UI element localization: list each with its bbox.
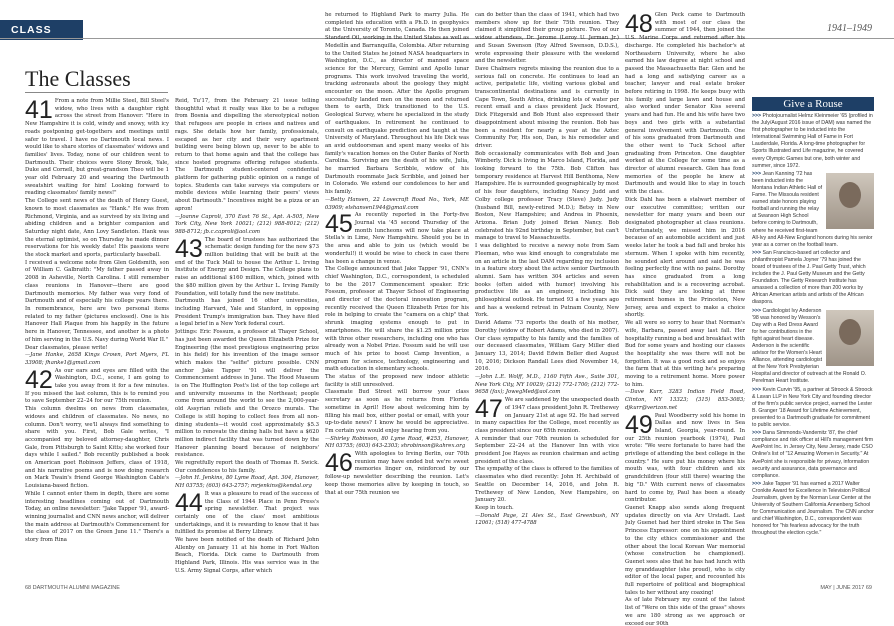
entry-paragraph (475, 374, 619, 397)
entry-text: he returned to Highland Park to marry Julia. He completed his education with a Ph.D. in geophysics at the University of Toronto, Canada. He then joined Standard Oil, working in the United States as well as Medellín and Barranquilla, Colombia. After returning to the United States he joined NASA headquarters in Washington, D.C., as director of manned space science for the Mercury, Gemini and Apollo lunar programs. This work involved traveling the world, tracking astronauts about the geology they might encounter on the moon. After the Apollo program successfully landed men on the moon and returned them to earth, Dick transitioned to the U.S. Geological Survey, where he specialized in the study of earthquakes. In retirement he continued to consult on earthquake prediction and taught at the University of Maryland. Throughout his life Dick was an avid outdoorsman and spent many weeks of his family's vacation homes on the Outer Banks of North Carolina. Surviving are the death of his wife, Julia, he married Barbara Scribble, widow of his Dartmouth roommate Jack Scribble, and joined her in Colorado. We extend our condolences to her and his family. (325, 12, 469, 196)
entry-paragraph (625, 197, 745, 320)
arrow-icon: >>> (752, 480, 763, 487)
class-years: 1941–1949 (827, 23, 872, 34)
give-a-rouse-sidebar (752, 97, 874, 587)
entry-paragraph (625, 597, 745, 626)
entry-text: I was delighted to receive a newsy note from Sam Fleeman, who was kind enough to congratulate me on an article in the last DAM regarding my inclusion in a feature story about the active senior Dartmouth alumni. Sam has written 304 articles and seven books (often aided with humor) involving his productive life as an engineer, including his philosophical outlook. He turned 93 a few years ago and has a weekend retreat in Putnam County, New York. (475, 243, 619, 319)
entry-paragraph (475, 320, 619, 374)
entry-text: Classmate Bud Street will borrow your class secretary as soon as he returns from Florida sometime in April! How about welcoming him by filling his mail box, either postal or email, with your up-to-date news? I know he would be appreciative. I'm certain you would enjoy hearing from you. (325, 389, 469, 434)
class-year-number: 43 (175, 234, 203, 263)
entry-text: Dartmouth has joined 16 other universities, including Harvard, Yale and Stanford, in opposing President Trump's immigration ban. They have filed a legal brief in a New York federal court. (175, 298, 319, 328)
entry-text: David Adams '73 reports the death of his mother, Dorothy (widow of Robert Adams, who died in 2007). Our class sympathy to his family and the families of our deceased classmates, William Gary Miller died January 13, 2014; David Edwin Beller died August 10, 2016; Dickson Randall Lees died November 14, 2016. (475, 320, 619, 373)
entry-text: We all were so sorry to hear that Norman's wife, Barbara, passed away last fall. Her hospitality running a bed and breakfast with Bud for some years and hosting our classes the hospitality she was there will not be forgotten. It was a good rock and so enjoys the farm that at this writing he's preparing moving to a retirement home. More power to him. (625, 320, 745, 388)
class-year-number: 41 (25, 98, 53, 124)
footer-right: MAY | JUNE 2017 69 (820, 585, 872, 591)
entry-paragraph (175, 537, 319, 576)
entry-text: From a note from Millie Steel, Bill Steel's widow, who lives with a daughter right across the street from Hanover: "Here in New Hampshire it is cold, windy and snowy, with icy roads postponing get-togethers and meetings until safer to travel. I have no Dartmouth local news. I would like to share stories of classmates' widows and families' lives. Today, none of our children went to Dartmouth. Their choices were Stony Brook, Yale, Duke and Cornell, but great-grandson Theo will be 1 year old February 20 and wearing the Dartmouth sweatshirt waiting for him! Looking forward to reading classmates' family news!" (25, 98, 169, 197)
class-entry (175, 488, 319, 537)
entry-text: —Dave Kurr, 3283 Indian Field Road, Clinton, NY 13323; (315) 853-3083; djkurr@verizon.net (625, 389, 745, 411)
entry-text: We have been notified of the death of Richard John Allenby on January 11 at his home in Fort Walton Beach, Florida. Dick came to Dartmouth from Highland Park, Illinois. His was service was in the U.S. Army Signal Corps, after which (175, 537, 319, 574)
column-4 (475, 12, 619, 626)
arrow-icon: >>> (752, 430, 763, 437)
entry-text: The sympathy of the class is offered to the families of classmates who died recently: John H. Archibald of Seattle on December 14, 2016, and John R. Trethewey of New London, New Hampshire, on January 20. (475, 466, 619, 504)
class-entry (625, 12, 745, 197)
column-3 (325, 12, 469, 626)
entry-text: The College sent news of the death of Henry Guest, known to most classmates as "Hank." He was from Richmond, Virginia, and as survived by six living and abiding children and a brighter companion and Saturday night date, Ann Lovy Sandleton. Hank was the eternal optimist, so on Thursday he made dinner reservations for his weekly date! His passions were the stock market and sports, particularly baseball. (25, 198, 169, 259)
entry-paragraph (625, 505, 745, 597)
entry-text: —Jane Hanke, 2658 Kings Crown, Port Myers, FL 33908; fhanke1@gmail.com (25, 352, 169, 366)
entry-text: Dear classmates, please write! (25, 344, 108, 351)
sidebar-item: >>> Jean Kanning '72 has been inducted into the Montana Indian Athletic Hall of Fame. The Missoula resident earned state honors playing football and running the relay at Swanson High School before coming to Dartmouth, where he received first-team All-Ivy and All-New England honors during his senior year as a corner on the football team. (752, 170, 873, 248)
class-entry (25, 365, 169, 407)
entry-text: A reminder that our 70th reunion is scheduled for September 22–24 at the Hanover Inn with vice president Joe Hayes as reunion chairman and acting president of the class. (475, 435, 619, 465)
entry-text: Reid, Tu'17, from the February 21 issue telling thoughtful what it really was like to be a refugee from Bosnia and dispelling the stereotypical notion that refugees are people in crises and natives and rags. She details how her family, professionals, escaped as her city and their very apartment building were being blown up, never to be able to return to that home again and that the college has since hosted programs offering refugee students. The Dartmouth student-centered confidential platform for gathering public opinion on a range of topics. Students can take surveys via computers or mobile devices while learning their peers' views about Dartmouth." Incentives might be a pizza or an apron! (175, 98, 319, 212)
entry-paragraph (325, 374, 469, 389)
entry-paragraph (475, 12, 619, 66)
sidebar-heading: Give a Rouse (752, 97, 874, 111)
entry-paragraph (175, 298, 319, 329)
entry-text: —John H. Jenkins, 80 Lyme Road, Apt. 304, Hanover, NH 03755; (603) 643-2757; mrjenkins@kendal.org (175, 475, 319, 490)
arrow-icon: >>> (752, 307, 763, 314)
entry-paragraph (475, 243, 619, 320)
class-entry (475, 397, 619, 436)
class-year-number: 48 (625, 12, 653, 38)
column-5 (625, 12, 745, 626)
class-year-number: 45 (325, 210, 353, 239)
footer-left: 68 DARTMOUTH ALUMNI MAGAZINE (25, 585, 120, 591)
entry-text: We regretfully report the death of Thomas R. Swick. Our condolences to his family. (175, 460, 319, 474)
entry-paragraph (175, 460, 319, 475)
portrait-photo (826, 310, 874, 366)
entry-text: Guenet Knapp also sends along frequent updates directly on via Arv Urstadt. Last July Guenet had her third stroke in The Sea Princess Expressor: one on his appointment to the city ethics commissioner and the other about the local Korean War memorial (whose construction he championed). Guenet sees also that he has had lunch with my granddaughter (she proud), who is city editor of the local paper, and recounted his full repertoire of political and biographical tales to her without any coaxing! (625, 505, 745, 596)
column-2 (175, 98, 319, 626)
entry-paragraph (175, 329, 319, 460)
entry-text: As our ears and eyes are filled with the Washington, D.C., scene, I am going to take you away from it for a few minutes. If you missed the last column, this is to remind you to save September 22–24 for our 75th reunion. (25, 367, 169, 405)
class-entry (625, 410, 745, 505)
class-year-number: 47 (475, 395, 503, 424)
entry-text: While I cannot enter them in depth, there are some interesting headlines coming out of Dartmouth Today, an online newsletter: "Jake Tapper '91, award-winning journalist and CNN news anchor, will deliver the main address at Dartmouth's Commencement for the class of 2017 on the Green June 11." There's a story from Rina (25, 490, 169, 544)
class-entry (325, 212, 469, 266)
arrow-icon: >>> (752, 113, 763, 119)
entry-text: Bob occasionally communicates with Bob and Joan Wimberly. Dick is living in Marco Island, Florida, and looking forward to the 75th. Bob Clifton has temporary residence at Harvest Hill Benthoma, New Hampshire. He is surrounded geographically by most of his four daughters, including Nancy Judd and Colby college professor Tracy (Steve) Judy. Judy (husband Bill, newly-retired M.D.); Betsy in New Boston, New Hampshire; and Andrea in Phoenix, Arizona. Brian Judy joined Brian Nancy. Bob celebrated his 92nd birthday in September, but can't manage to travel to Massachusetts. (475, 150, 619, 242)
entry-text: As of late February my count of the latest list of "Were on this side of the grass" shows we are 180 strong as we approach or exceed our 90th (625, 597, 745, 626)
class-year-number: 44 (175, 488, 203, 517)
class-entry (325, 451, 469, 497)
entry-paragraph (25, 198, 169, 260)
entry-text: Paul Woodberry sold his home in Dallas and now lives in Sea Island, Georgia, year-round. In our 25th reunion yearbook (1974), Paul wrote: "We were fortunate to have had the privilege of attending the best college in the country." He sure put his money where his mouth was, with four children and six grandchildren (four still there) wearing the big "D." With current news of classmates hard to come by, Paul has been a steady contributor. (625, 412, 745, 504)
sidebar-item: >>> Jake Tapper '91 has earned a 2017 Walter Cronkite Award for Excellence in Television Political Journalism, given by the Norman Lear Center at the University of Southern California Annenberg School for Communication and Journalism. The CNN anchor and chief Washington, D.C., correspondent was honored for "his fearless advocacy for the truth throughout the election cycle." (752, 480, 874, 537)
entry-text: Glen Peck came to Dartmouth with most of our class the summer of 1944, then joined the U.S. Marine Corps and returned after his discharge. He completed his bachelor's at Northeastern University, where he also earned his law degree at night school and passed the Massachusetts Bar. Glen and he had a long and satisfying career as a teacher, lawyer and real estate broker before retiring in 1998. He keeps busy with his family and large lawn and house and also worked under Senator Kiss several years and had fun. He and his wife have two boys and two girls with a substantial general involvement with Dartmouth. One of his sons graduated from Dartmouth and the other went to Tuck School after graduating from Princeton. One daughter worked at the College for some time as a director of alumni research. Glen has fond memories of the people he knew at Dartmouth and would like to stay in touch with the class. (625, 12, 745, 196)
entry-text: Dave Chalmers regrets missing the reunion due to a serious fall on concrete. He continues to lead an active, peripatetic life, visiting various global and transcontinental destinations and is currently in Cape Town, South Africa, drinking lots of water per recent email and a class president Jack Howard, Dick Fitzgerald and Bob Hunt also expressed their disappointment about missing the reunion. Bob has been a resident for nearly a year at the Aztec Community For, His son, Dan, is his remodeler and driver. (475, 65, 619, 149)
arrow-icon: >>> (752, 386, 763, 393)
entry-paragraph (475, 151, 619, 243)
entry-text: The board of trustees has authorized the schematic design funding for the new $73 million building that will be built at the end of the Tuck Mall to house the Arthur L. Irving Institute of Energy and Design. The College plans to raise an additional $160 million, which, joined with the $80 million given by the Arthur L. Irving Family Foundation, will totally fund the new institute. (175, 236, 319, 297)
entry-paragraph (625, 389, 745, 412)
arrow-icon: >>> (752, 249, 763, 256)
entry-paragraph (25, 345, 169, 353)
entry-text: As recently reported in the Forty-five Journal via '45 second Thursday of the month luncheons will now take place at Stella's in Lime, New Hampshire. Should you be in the area and able to join us (which would be wonderful!) it would be wise to check in case there has been a change in venue. (325, 212, 469, 265)
entry-text: —Shirley Robinson, 80 Lyme Road, #253, Hanover, NH 03755; (603) 643-2303; shrobinson@kahrex.org (325, 435, 469, 450)
entry-text: We are saddened by the unexpected death of 1947 class president John R. Trethewey on January 21st at age 92. He had served in many capacities for the College, most recently as class president since our 65th reunion. (475, 397, 619, 434)
sidebar-item: >>> San Francisco-based art collector and philanthropist Pamela Joyner '79 has joined the board of trustees of the J. Paul Getty Trust, which includes the J. Paul Getty Museum and the Getty Foundation. The Getty Research Institute has amassed a collection of more than 200 works by African American artists and artists of the African diaspora. (752, 249, 866, 306)
entry-paragraph (25, 491, 169, 545)
entry-paragraph (175, 214, 319, 237)
sidebar-body (752, 111, 874, 541)
class-entry (175, 234, 319, 299)
entry-text: Keep in touch. (475, 505, 514, 511)
entry-text: Dick Dahl has been a stalwart member of our executive committee; written our newsletter for many years and been our designated photographer at class reunions. Unfortunately, we missed him in 2016 because of an automobile accident and just weeks later he took a bad fall and broke his sternum. When I spoke with him recently, he sounded alert around and said he was feeling perfectly fine with no pains. Dorothy has since graduated from a long rehabilitation and is a recovering acrobat. Dick said they are looking at three retirement homes in the Princeton, New Jersey, area and expect to make a choice shortly. (625, 196, 745, 319)
entry-text: —Joanne Caproli, 370 East 76 St., Apt. A-505, New York City, New York 10021; (212) 988-8012; (212) 988-8712; jb.c.caproli@aol.com (175, 213, 319, 235)
entry-text: —Betty Hansen, 22 Lovecraft Road No., York, ME 03909; elshansen1944@gmail.com (325, 196, 469, 211)
entry-text: —John L.E. Wolff, M.D., 1160 Fifth Ave., Suite 301, New York City, NY 10029; (212) 772-1700; (212) 772-9658 (fax); JowegMed@aol.com (475, 374, 619, 396)
entry-text: The status of the proposed new indoor athletic facility is still unresolved. (325, 374, 469, 388)
entry-paragraph (175, 98, 319, 214)
entry-paragraph (475, 505, 619, 513)
entry-text: The College announced that Jake Tapper '91, CNN's chief Washington, D.C., correspondent, is scheduled to be the 2017 Commencement speaker. Eric Fossum, professor at Thayer School of Engineering and director of the doctoral innovation program, recently received the Queen Elizabeth Prize for his role in helping to create the "camera on a chip" that shrunk imaging systems enough to put in smartphones. He will share the $1.25 million prize with three other researchers, including one who has already won a Nobel Prize. Fossum said he will use much of his prize to boost Camp Invention, a program for science, technology, engineering and math education in elementary schools. (325, 266, 469, 373)
entry-paragraph (325, 389, 469, 435)
sidebar-item: >>> Photojournalist Helmz Kleinmeier '65 (profiled in the July/August 2016 issue of DAM) was named the first photographer to be inducted into the International Swimming Hall of Fame in Fort Lauderdale, Florida. A long-time photographer for Sports Illustrated and Life magazine, he covered every Olympic Games but one, both winter and summer, since 1972. (752, 113, 873, 169)
page-title: The Classes (25, 66, 131, 91)
entry-paragraph (625, 320, 745, 389)
class-year-number: 46 (325, 449, 353, 478)
entry-text: With apologies to Irving Berlin, our 70th reunion may have ended but we're sweet memories linger on, reinforced by our follow-up newsletter describing the reunion. Let's keep those memories alive by keeping in touch, so that at our 75th reunion we (325, 451, 469, 496)
entry-paragraph (325, 266, 469, 374)
class-year-number: 49 (625, 410, 653, 439)
entry-text: —Donald Page, 21 Alex St., East Greenbush, NY 12061; (518) 477-4788 (475, 512, 619, 527)
entry-text: This column dwelms on news from classmates, widows and children of classmates. No news, no column. Don't worry, we'll always find something to share with you. First, Bob Gale writes, "I accompanied my beloved attorney-daughter, Chris Gale, from Pittsburgh to Saint Kitts; she worked four days while I sailed." Bob recently published a book on American poet Robinson Jeffers, class of 1918, and his narrative poems and is now doing research on Mark Twain's friend George Washington Cable's Louisiana-based fiction. (25, 406, 169, 490)
arrow-icon: >>> (752, 170, 763, 177)
title-rule (25, 92, 168, 93)
entry-paragraph (475, 436, 619, 467)
portrait-photo (826, 173, 874, 229)
entry-paragraph (325, 12, 469, 197)
class-entry (25, 98, 169, 198)
sidebar-item: >>> Dana Simmonds-Vandemitz '87, the chief compliance and risk officer at Hill's management firm AvePoint Inc. in Jersey City, New Jersey, made CSO Online's list of "12 Amazing Women in Security." At AvePoint she is responsible for privacy, information security and assurance, data governance and compliance. (752, 430, 874, 479)
entry-text: can do better than the class of 1941, which had two members show up for their 75th reunion. They claimed it simplified their group picture. Two of our widow attendees, Dr. Jerome (Leroy U. Jerman Jr.) and Susan Swenson (Roy Alfred Swenson, D.D.S.), wrote expressing their pleasure with the weekend and the newsletter. (475, 12, 619, 65)
sidebar-item: >>> Kevin Curvin '95, a partner at Stroock & Stroock & Lavan LLP in New York City and founding director of the firm's public service project, earned the Lester B. Granger '18 Award for Lifetime Achievement, presented to a Dartmouth graduate for commitment to public service. (752, 386, 873, 429)
section-tab: CLASS NOTES (0, 20, 83, 40)
entry-text: I received a welcome note from Glen Goldsmith, son of William C. Galbraith: "My father passed away in 2008 in Asheville, North Carolina. I still remember class reunions in Hanover—there are good Dartmouth memories. My father was very fond of Dartmouth and of especially his college years there. In remembrance, here are two personal items related to my father (pictures enclosed). One is his Hanover Hall Plaque from his happily in the future here in Hanover, Tennessee, and another is a photo of him serving in the U.S. Navy during World War II." (25, 259, 169, 343)
entry-paragraph (25, 260, 169, 345)
entry-text: Jottings: Eric Fossum, a professor at Thayer School, has just been awarded the Queen Elizabeth Prize for Engineering (the most prestigious engineering prize in his field) for his invention of the image sensor which makes the "selfie" picture possible. CNN anchor Jake Tapper '91 will deliver the Commencement address in June. The Hood Museum is on The Huffington Post's list of the top college art and university museums in the Northeast; people come from around the world to see the 2,000-year-old Assyrian reliefs and the Orozco murals. The College is still hoping to collect fees from all non-dining students—it would cost approximately $5.3 million to renovate the dining halls but have a $620 million indirect facility that was turned down by the Hanover planning board because of neighbors' resistance. (175, 329, 319, 459)
sidebar-item: >>> Cardiologist Ivy Anderson '98 was honored by Wesson's Day with a Red Dress Award for her contributions in the fight against heart disease. Anderson is the scientific advisor for the Women's Heart Alliance, attending cardiologist at the New York Presbyterian Hospital and director of outreach at the Ronald O. Perelman Heart Institute. (752, 308, 874, 386)
entry-paragraph (475, 66, 619, 151)
entry-paragraph (475, 513, 619, 528)
entry-paragraph (475, 466, 619, 505)
column-1 (25, 98, 169, 626)
entry-paragraph (25, 406, 169, 491)
entry-text: It was a pleasure to read of the success of the Class of 1944 Place in Penn Press's spring newsletter. That project was certainly one of the class' most ambitious undertakings, and it is rewarding to know that it has fulfilled its promise at Berry Library. (175, 490, 319, 536)
class-year-number: 42 (25, 365, 53, 394)
